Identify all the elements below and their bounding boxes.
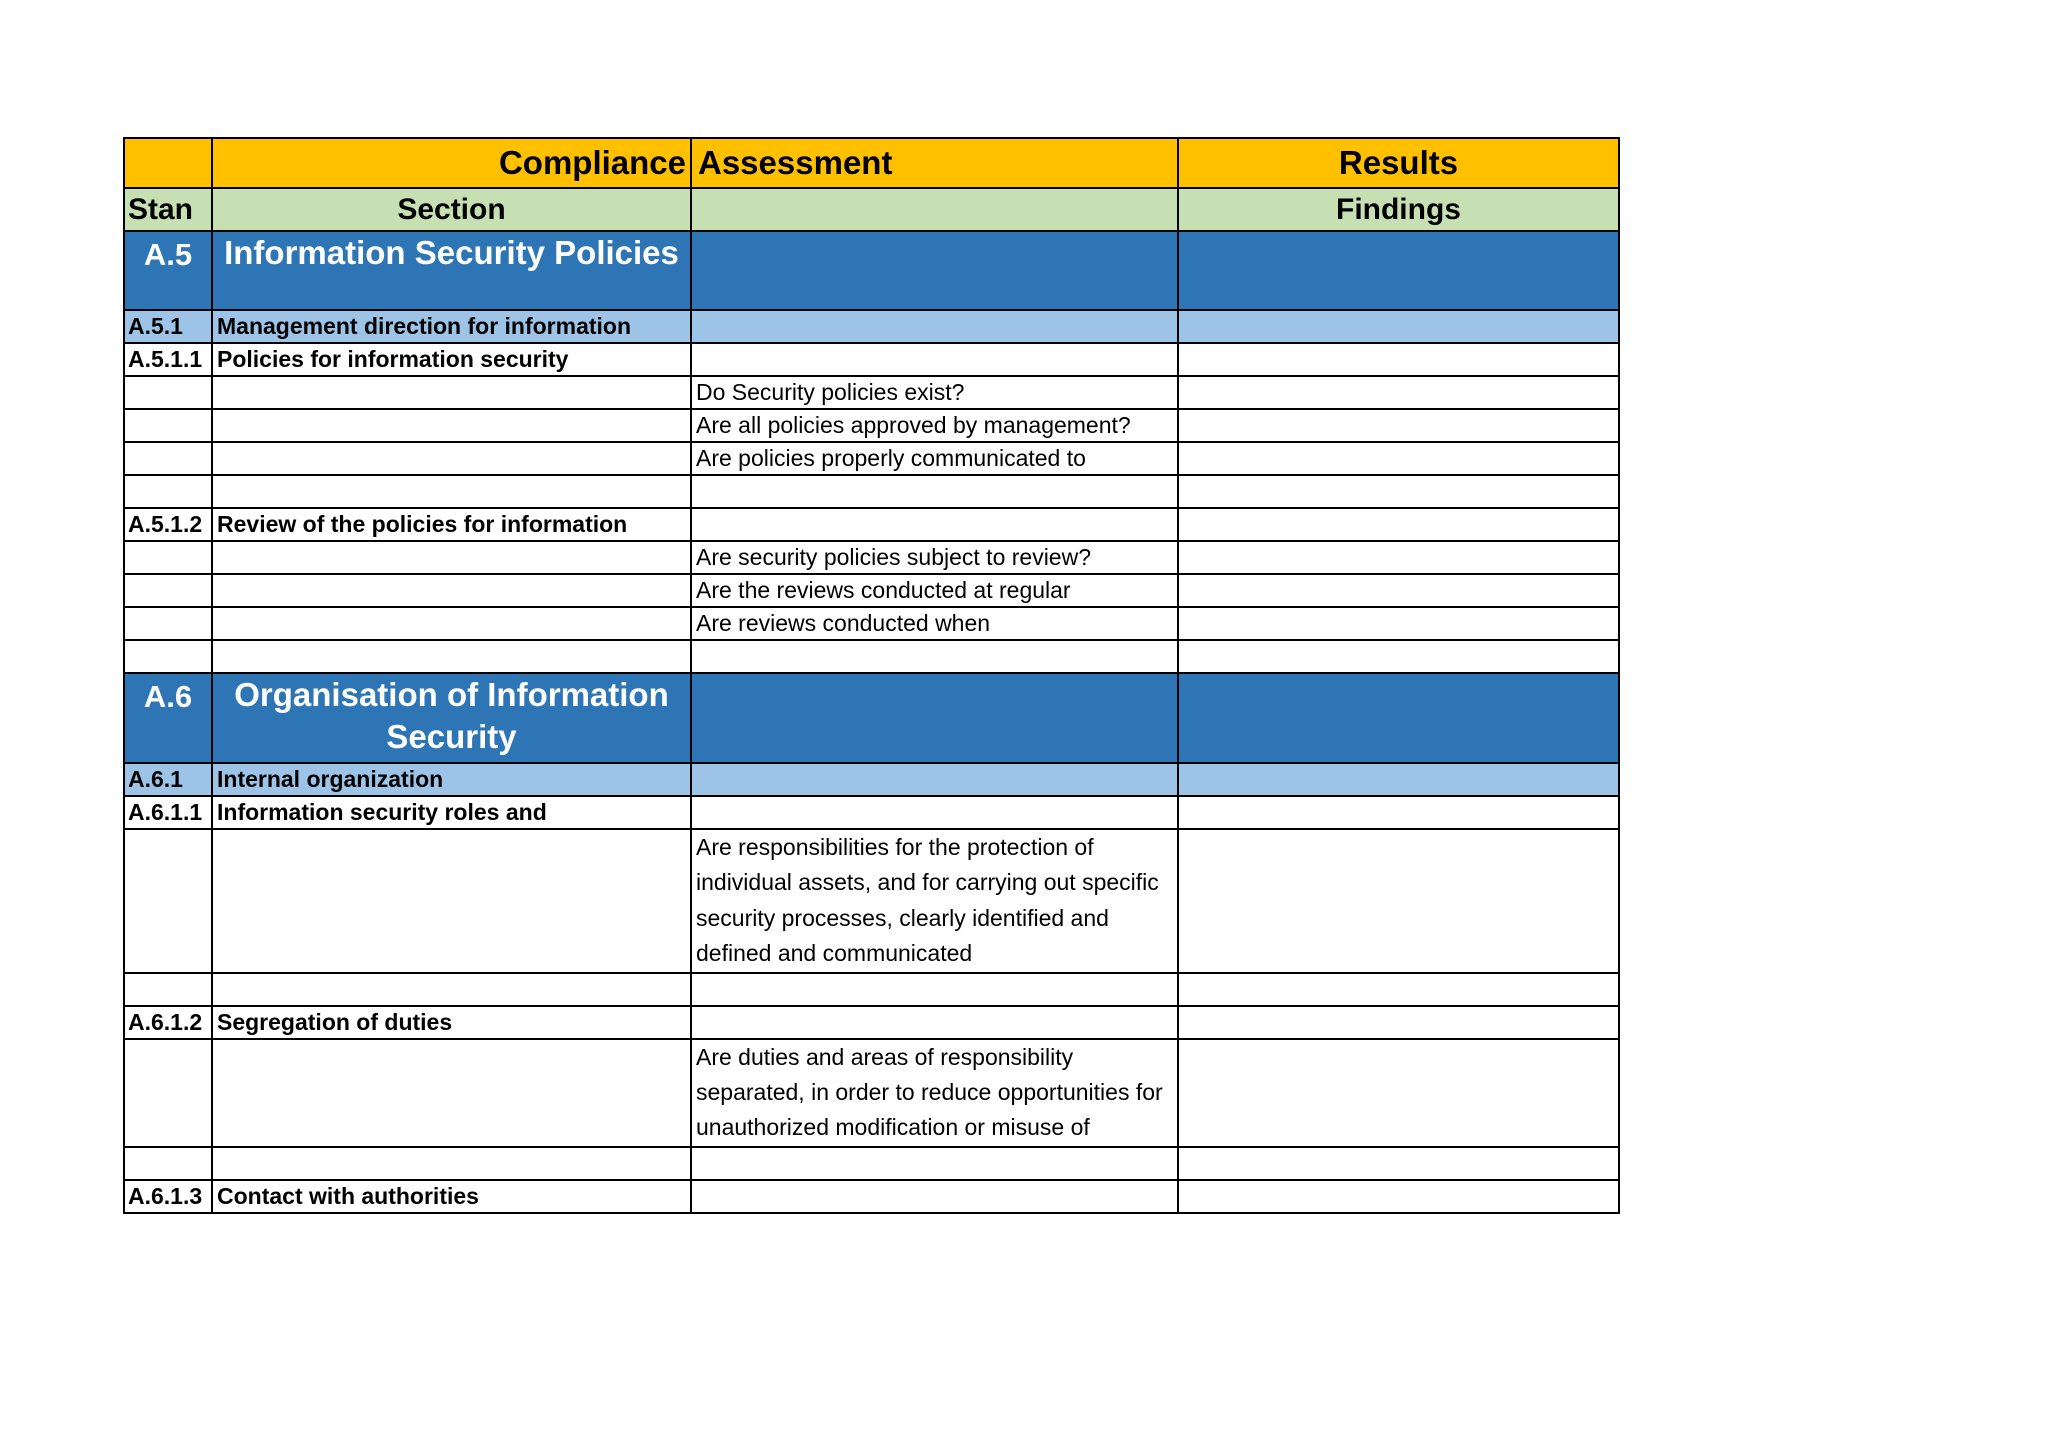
cell[interactable] <box>124 541 212 574</box>
header-results[interactable]: Results <box>1178 138 1619 188</box>
item-row-a6-1-2 <box>124 1006 1619 1039</box>
cell[interactable] <box>212 1039 691 1147</box>
finding-cell[interactable] <box>1178 541 1619 574</box>
compliance-sheet <box>123 137 1620 1214</box>
finding-cell[interactable] <box>1178 343 1619 376</box>
cell[interactable] <box>212 607 691 640</box>
cell[interactable] <box>124 376 212 409</box>
subheader-section[interactable]: Section <box>212 188 691 231</box>
section-cell[interactable] <box>691 231 1178 310</box>
section-cell[interactable] <box>691 673 1178 763</box>
subheader-row <box>124 188 1619 231</box>
cell[interactable] <box>124 973 212 1006</box>
question-cell[interactable]: Are security policies subject to review? <box>691 541 1178 574</box>
cell[interactable] <box>124 475 212 508</box>
item-title[interactable]: Contact with authorities <box>212 1180 691 1213</box>
finding-cell[interactable] <box>1178 1147 1619 1180</box>
question-row <box>124 409 1619 442</box>
item-row-a6-1-3 <box>124 1180 1619 1213</box>
question-row <box>124 829 1619 973</box>
cell[interactable] <box>691 475 1178 508</box>
finding-cell[interactable] <box>1178 796 1619 829</box>
item-code[interactable]: A.5.1.2 <box>124 508 212 541</box>
item-row-a5-1-1 <box>124 343 1619 376</box>
finding-cell[interactable] <box>1178 409 1619 442</box>
item-title[interactable]: Review of the policies for information <box>212 508 691 541</box>
cell[interactable] <box>124 574 212 607</box>
finding-cell[interactable] <box>1178 376 1619 409</box>
cell[interactable] <box>691 1147 1178 1180</box>
header-compliance[interactable]: Compliance <box>212 138 691 188</box>
cell[interactable] <box>691 343 1178 376</box>
question-row <box>124 607 1619 640</box>
header-blank-cell[interactable] <box>124 138 212 188</box>
item-code[interactable]: A.6.1.3 <box>124 1180 212 1213</box>
finding-cell[interactable] <box>1178 508 1619 541</box>
item-code[interactable]: A.6.1.2 <box>124 1006 212 1039</box>
cell[interactable] <box>212 1147 691 1180</box>
question-row <box>124 574 1619 607</box>
cell[interactable] <box>212 574 691 607</box>
finding-cell[interactable] <box>1178 1180 1619 1213</box>
item-row-a6-1-1 <box>124 796 1619 829</box>
cell[interactable] <box>124 442 212 475</box>
section-code[interactable]: A.6 <box>124 673 212 763</box>
cell[interactable] <box>124 640 212 673</box>
empty-row <box>124 1147 1619 1180</box>
question-cell[interactable]: Are reviews conducted when <box>691 607 1178 640</box>
item-code[interactable]: A.5.1.1 <box>124 343 212 376</box>
finding-cell[interactable] <box>1178 640 1619 673</box>
finding-cell[interactable] <box>1178 574 1619 607</box>
header-assessment[interactable]: Assessment <box>691 138 1178 188</box>
subsection-row-a5-1 <box>124 310 1619 343</box>
cell[interactable] <box>124 1147 212 1180</box>
cell[interactable] <box>212 376 691 409</box>
item-title[interactable]: Policies for information security <box>212 343 691 376</box>
cell[interactable] <box>691 1180 1178 1213</box>
finding-cell[interactable] <box>1178 829 1619 973</box>
subsection-cell[interactable] <box>691 310 1178 343</box>
finding-cell[interactable] <box>1178 973 1619 1006</box>
finding-cell[interactable] <box>1178 1039 1619 1147</box>
cell[interactable] <box>691 640 1178 673</box>
cell[interactable] <box>124 409 212 442</box>
question-cell[interactable]: Are the reviews conducted at regular <box>691 574 1178 607</box>
question-row <box>124 1039 1619 1147</box>
item-code[interactable]: A.6.1.1 <box>124 796 212 829</box>
finding-cell[interactable] <box>1178 442 1619 475</box>
empty-row <box>124 973 1619 1006</box>
section-row-a6 <box>124 673 1619 763</box>
subheader-stan[interactable]: Stan <box>124 188 212 231</box>
cell[interactable] <box>212 973 691 1006</box>
item-title[interactable]: Information security roles and <box>212 796 691 829</box>
subsection-cell[interactable] <box>691 763 1178 796</box>
empty-row <box>124 640 1619 673</box>
subheader-findings[interactable]: Findings <box>1178 188 1619 231</box>
item-row-a5-1-2 <box>124 508 1619 541</box>
subsection-cell[interactable] <box>1178 763 1619 796</box>
subsection-row-a6-1 <box>124 763 1619 796</box>
finding-cell[interactable] <box>1178 475 1619 508</box>
finding-cell[interactable] <box>1178 1006 1619 1039</box>
subsection-title[interactable]: Management direction for information <box>212 310 691 343</box>
cell[interactable] <box>212 829 691 973</box>
header-row <box>124 138 1619 188</box>
item-title[interactable]: Segregation of duties <box>212 1006 691 1039</box>
question-cell[interactable]: Are duties and areas of responsibility separated, in order to reduce opportunities for unauthorized modification or misuse of <box>691 1039 1178 1147</box>
question-cell[interactable]: Are all policies approved by management? <box>691 409 1178 442</box>
question-cell[interactable]: Are responsibilities for the protection of individual assets, and for carrying out specific security processes, clearly identified and defined and communicated <box>691 829 1178 973</box>
subsection-code[interactable]: A.5.1 <box>124 310 212 343</box>
empty-row <box>124 475 1619 508</box>
cell[interactable] <box>691 508 1178 541</box>
cell[interactable] <box>212 640 691 673</box>
section-cell[interactable] <box>1178 673 1619 763</box>
section-code[interactable]: A.5 <box>124 231 212 310</box>
cell[interactable] <box>691 796 1178 829</box>
cell[interactable] <box>212 442 691 475</box>
cell[interactable] <box>212 541 691 574</box>
subsection-cell[interactable] <box>1178 310 1619 343</box>
section-title[interactable]: Information Security Policies <box>212 231 691 310</box>
cell[interactable] <box>124 1039 212 1147</box>
question-row <box>124 442 1619 475</box>
cell[interactable] <box>212 475 691 508</box>
finding-cell[interactable] <box>1178 607 1619 640</box>
question-cell[interactable]: Do Security policies exist? <box>691 376 1178 409</box>
cell[interactable] <box>124 607 212 640</box>
section-title[interactable]: Organisation of Information Security <box>212 673 691 763</box>
subsection-code[interactable]: A.6.1 <box>124 763 212 796</box>
subsection-title[interactable]: Internal organization <box>212 763 691 796</box>
cell[interactable] <box>212 409 691 442</box>
cell[interactable] <box>691 973 1178 1006</box>
compliance-table <box>123 137 1620 1214</box>
section-cell[interactable] <box>1178 231 1619 310</box>
section-row-a5 <box>124 231 1619 310</box>
subheader-blank[interactable] <box>691 188 1178 231</box>
question-cell[interactable]: Are policies properly communicated to <box>691 442 1178 475</box>
question-row <box>124 541 1619 574</box>
cell[interactable] <box>691 1006 1178 1039</box>
question-row <box>124 376 1619 409</box>
cell[interactable] <box>124 829 212 973</box>
